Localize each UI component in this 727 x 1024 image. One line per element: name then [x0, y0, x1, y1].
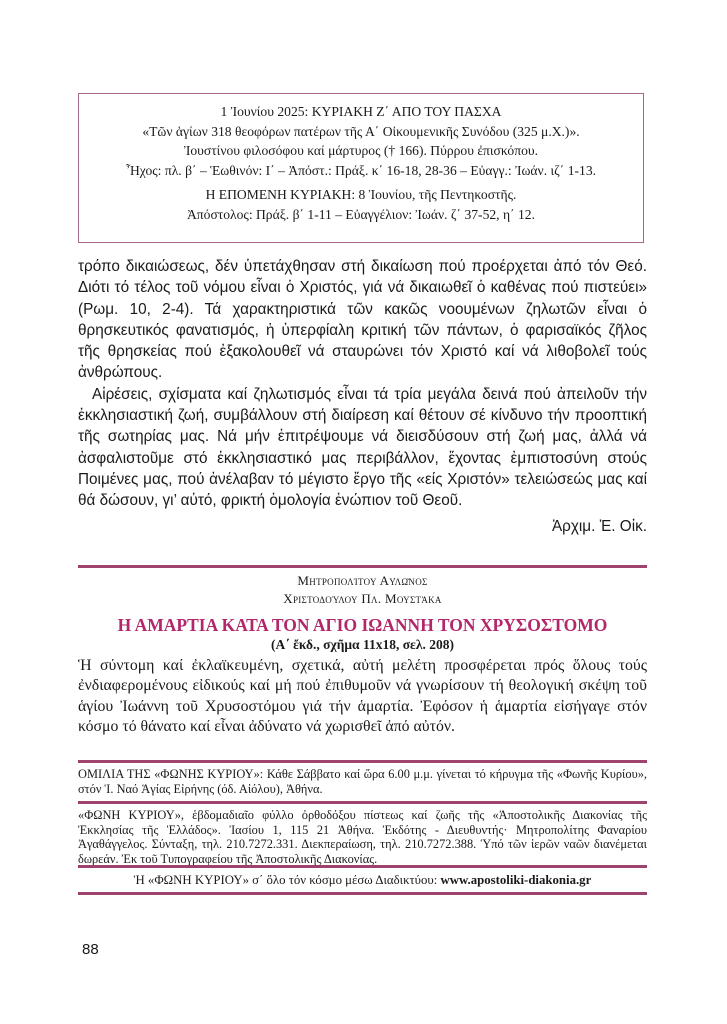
article-body — [78, 256, 647, 537]
saints-line: Ἰουστίνου φιλοσόφου καί μάρτυρος († 166). Πύρρου ἐπισκόπου. — [183, 143, 539, 158]
book-promo — [78, 572, 647, 737]
readings-line: Ἦχος: πλ. β΄ – Ἑωθινόν: Ι΄ – Ἀπόστ.: Πράξ. κ΄ 16-18, 28-36 – Εὐαγγ.: Ἰωάν. ιζ΄ 1-13. — [125, 162, 597, 178]
next-readings-line: Ἀπόστολος: Πράξ. β΄ 1-11 – Εὐαγγέλιον: Ἰωάν. ζ΄ 37-52, η΄ 12. — [186, 206, 535, 222]
divider — [78, 760, 647, 763]
book-description: Ἡ σύντομη καί ἐκλαϊκευμένη, σχετικά, αὐτή μελέτη προσφέρεται πρός ὅλους τούς ἐνδιαφερομένους εἰδικούς καί μή πού ἐπιθυμοῦν νά γνωρίσουν τή θεολογική σκέψη τοῦ ἁγίου Ἰωάννη τοῦ Χρυσοστόμου γιά τήν ἁμαρτία. Ἐφόσον ἡ ἁμαρτία εἰσήγαγε στόν κόσμο τό θάνατο καί εἶναι ἀδύνατο νά χωρισθεῖ ἀπό αὐτόν. — [78, 657, 647, 735]
website-text: Ἡ «ΦΩΝΗ ΚΥΡΙΟΥ» σ΄ ὅλο τόν κόσμο μέσω Διαδικτύου: — [133, 873, 441, 887]
divider — [78, 892, 647, 895]
homily-notice: ΟΜΙΛΙΑ ΤΗΣ «ΦΩΝΗΣ ΚΥΡΙΟΥ»: Κάθε Σάββατο καί ὥρα 6.00 μ.μ. γίνεται τό κήρυγμα τῆς «Φωνῆς Κυρίου», στόν Ἱ. Ναό Ἁγίας Εἰρήνης (όδ. Αἰόλου), Ἀθήνα. — [78, 767, 647, 796]
divider — [78, 801, 647, 804]
author-signature: Ἀρχιμ. Ἐ. Οἰκ. — [551, 517, 647, 535]
next-sunday-line: Η ΕΠΟΜΕΝΗ ΚΥΡΙΑΚΗ: 8 Ἰουνίου, τῆς Πεντηκοστῆς. — [205, 187, 517, 202]
article-paragraph: Αἱρέσεις, σχίσματα καί ζηλωτισμός εἶναι τά τρία μεγάλα δεινά πού ἀπειλοῦν τήν ἐκκλησιαστική ζωή, συμβάλλουν στή διαίρεση καί θέτουν σέ κίνδυνο τήν προοπτική τῆς σωτηρίας μας. Νά μήν ἐπιτρέψουμε νά διεισδύσουν στή ζωή μας, ἀλλά νά ἀσφαλιστοῦμε στό ἐκκλησιαστικό μας περιβάλλον, ἔχοντας ἐμπιστοσύνη στούς Ποιμένες μας, πού ἀνέλαβαν τό μέγιστο ἔργο τῆς «είς Χριστόν» τελειώσεώς μας καί θά δώσουν, γι’ αὐτό, φρικτή ὁμολογία ἐνώπιον τοῦ Θεοῦ. — [78, 385, 647, 510]
book-title: Η ΑΜΑΡΤΙΑ ΚΑΤΑ ΤΟΝ ΑΓΙΟ ΙΩΑΝΝΗ ΤΟΝ ΧΡΥΣΟΣΤΟΜΟ — [117, 615, 608, 635]
divider — [78, 865, 647, 868]
website-notice — [78, 872, 647, 888]
book-author-line-1: Μητροπολίτου Αὐλῶνος — [297, 573, 428, 588]
feast-line: «Τῶν ἁγίων 318 θεοφόρων πατέρων τῆς Α΄ Οἰκουμενικῆς Συνόδου (325 μ.Χ.)». — [142, 123, 580, 139]
publisher-info: «ΦΩΝΗ ΚΥΡΙΟΥ», ἑβδομαδιαῖο φύλλο ὀρθοδόξου πίστεως καί ζωῆς τῆς «Ἀποστολικῆς Διακονίας τῆς Ἐκκλησίας τῆς Ἑλλάδος». Ἰασίου 1, 115 21 Ἀθήνα. Ἐκδότης - Διευθυντής· Μητροπολίτης Φαναρίου Ἀγαθάγγελος. Σύνταξη, τηλ. 210.7272.331. Διεκπεραίωση, τηλ. 210.7272.388. Ὑπό τῶν ἱερῶν ναῶν διανέμεται δωρεάν. Ἐκ τοῦ Τυπογραφείου τῆς Ἀποστολικῆς Διακονίας. — [78, 808, 647, 866]
calendar-info-box — [78, 93, 644, 243]
divider — [78, 565, 647, 568]
book-author-line-2: Χριστοδούλου Πλ. Μουστάκα — [283, 591, 442, 606]
page-number: 88 — [82, 941, 99, 958]
article-paragraph: τρόπο δικαιώσεως, δέν ὑπετάχθησαν στή δικαίωση πού προέρχεται ἀπό τόν Θεό. Διότι τό τέλος τοῦ νόμου εἶναι ὁ Χριστός, γιά νά δικαιωθεῖ ὁ καθένας πού πιστεύει» (Ρωμ. 10, 2-4). Τά χαρακτηριστικά τῶν κακῶς νοουμένων ζηλωτῶν εἶναι ὁ θρησκευτικός φανατισμός, ἡ ὑπερφίαλη κριτική τῶν πάντων, ὁ φαρισαϊκός ζῆλος τῆς θρησκείας πού ἐξακολουθεῖ νά σταυρώνει τόν Χριστό καί νά λιθοβολεῖ τούς ἀνθρώπους. — [78, 258, 647, 382]
book-subtitle: (Α΄ ἔκδ., σχῆμα 11x18, σελ. 208) — [271, 637, 454, 652]
date-heading: 1 Ἰουνίου 2025: ΚΥΡΙΑΚΗ Ζ΄ ΑΠΟ ΤΟΥ ΠΑΣΧΑ — [220, 104, 502, 119]
website-link[interactable]: www.apostoliki-diakonia.gr — [440, 873, 592, 887]
